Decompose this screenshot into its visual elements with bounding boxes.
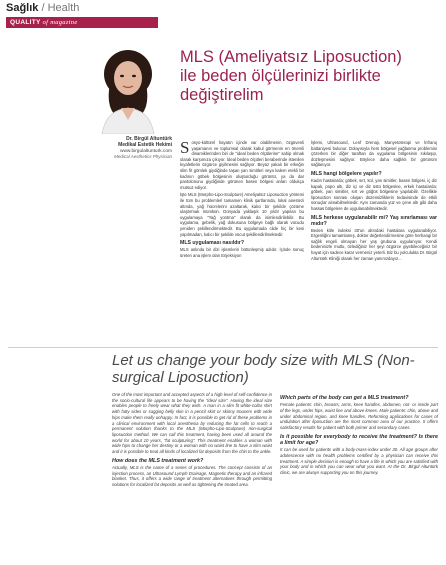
- paragraph: MLS aslında bir dizi işlemlerin bütünleşmiş adıdır. İçinde sonuç üreten ana işlem olan Enjeksiyon: [180, 247, 304, 258]
- banner-sub: of magazine: [42, 19, 78, 26]
- article-en-column-2: [280, 392, 438, 478]
- doctor-website[interactable]: www.birgulaltunturk.com: [120, 148, 172, 154]
- article-tr-column-2: [311, 140, 437, 263]
- article-en-column-1: [112, 392, 272, 490]
- doctor-credit: [80, 136, 172, 160]
- subheading: MLS uygulaması nasıldır?: [180, 240, 244, 247]
- magazine-banner: [6, 17, 158, 28]
- article-title-tr: MLS (Ameliyatsız Liposuction) ile beden ölçülerinizi birlikte değiştirelim: [180, 48, 402, 104]
- doctor-title-en: Medical Aesthetics Physician: [114, 154, 172, 160]
- subheading: How does the MLS treatment work?: [112, 457, 204, 464]
- article-tr-column-1: [180, 140, 304, 260]
- section-title: [6, 2, 206, 14]
- doctor-portrait: [88, 44, 168, 134]
- paragraph: Beden kitle indeksi 30'un altındaki hastalara uygulanabiliyor. Ergenliğini tamamlamış, doktor değerlendirmesine göre herhangi bir sağlık engeli olmayan her yaş grubuna uygulanıyor. Kendi bedeninizle mutlu, özlediğiniz her şeyi özgürce giyebileceğiniz bir hayat için sadece karar vermeniz yeterli. Biz bu yolculukta Dr. Birgül Altuntürk Kliniği olarak her zaman yanınızdayız...: [311, 227, 437, 261]
- section-sub: / Health: [41, 2, 80, 14]
- paragraph: It can be used for patients with a body-mass-index under 30. All age groups after adolescence with no health problems certified by a physician can receive this treatment. A simple decision is enough to have a life in which you are satisfied with your body and in which you can wear what you want. At the Dr. Birgül Altuntürk clinic, we are always supporting you on this journey.: [280, 447, 438, 475]
- article-title-en: Let us change your body size with MLS (Non-surgical Liposuction): [112, 352, 415, 386]
- subheading: Is it possible for everybody to receive the treatment? Is there a limit for age?: [280, 433, 438, 446]
- subheading: MLS herkese uygulanabilir mi? Yaş sınırlaması var mıdır?: [311, 214, 437, 227]
- section-divider: [8, 347, 438, 348]
- paragraph: Sosyo-kültürel hayatın içinde var olabilmenin, özgüvenli yaşamanın ve toplumsal olarak kabul görmenin en önemli dinamiklerinden biri de "ideal beden ölçülerine" sahip olmak olarak karşımıza çıkıyor. İdeal beden ölçüleri beraberinde istenilen kıyafetlerin özgürce giyilmesini sağlıyor. Beyaz yakalı bir erkeğin slim fit gömlek giydiğinde taşan yan simitleri veya kalem etekli bir kadının göbek bölgesinin oluşturduğu görüntü, ya da dar pantolonunu giydiğinde görünen basen bölgesi anları oldukça mutsuz ediyor.: [180, 138, 304, 190]
- page-header: [6, 2, 206, 40]
- section-name: Sağlık: [6, 2, 39, 14]
- subheading: MLS hangi bölgelere yapılır?: [311, 170, 382, 177]
- paragraph: İşlemi, Ultrasound, Lenf Drenajı, Manyetoterapi ve İnfraruj battaniyesi bulunur. Dolayısıyla hem bölgesel yağlanma problemini çözerken bir diğer taraftan da uygulama bölgesinin sıkılaşıp, düzleşmesini sağlıyor. Böylece daha sağlıklı bir görünüm sağlanıyor.: [311, 140, 437, 168]
- paragraph: Kadın hastalarda; göbek, sırt, kol, yan simitler, basen bölgesi, iç diz kapak, popo altı, diz içi ve diz üstü bölgesine, erkek hastalarda; göbek, yan simitler, sırt ve göğüs bölgesine yapılabilir. Özellikle liposuction sonrası oluşan düzensizliklerin tedavisinde de etkili sonuçlar alınabilmektedir. Aynı zamanda yüz ve çene altı gibi daha hassas bölgelere de uygulanabilmektedir.: [311, 177, 437, 211]
- paragraph: One of the most important and accepted aspects of a high level of self-confidence in the socio-cultural life appears to be having the "ideal size". Having the ideal size enables people to freely wear what they wish. A man in a slim fit white-collar shirt with fatty sides or sagging belly skin in a pencil skirt or skinny trousers with wide hips make them really unhappy. In fact, it is possible to get rid of these problems in a clinical environment with local anesthesia by reducing the fat cells to reach a permanent solution thanks to the MLS (Morpho-Lipo-Sculpture) non-surgical liposuction method. We can call this treatment, having been used all around the world for about 10 years, "fat sculpturing". This treatment enables a woman with wide hips to change her destiny or a woman with no waist line to have a slim waist and it is possible to treat all kinds of localized fat deposits from the chin to the ankle.: [112, 392, 272, 455]
- doctor-title: Medikal Estetik Hekimi: [118, 142, 172, 149]
- drop-cap: S: [180, 138, 190, 157]
- banner-quality: QUALITY: [10, 19, 41, 26]
- subheading: Which parts of the body can get a MLS treatment?: [280, 395, 409, 401]
- doctor-name: Dr. Birgül Altuntürk: [126, 136, 172, 142]
- paragraph: Female patients: chin, breasts, arms, knee handles, abdomen, not- or inside part of the legs, under hips, waist line and above knees. Male patients: chin, above and under abdominal region, and knee handles. Reforming applications for cases of undulation after liposuction are the most common area of our practice. It offers satisfactory results for patient with both primer and secondary cases.: [280, 402, 438, 431]
- paragraph: Actually, MLS is the name of a series of procedures. The concept consists of an injection process, an Ultrasound Lymph Drainage, Magnetic therapy and an infrared blanket. Thus, it offers a wide range of treatment alternatives through permitting solutions for localized fat deposits as well as tightening the treated area.: [112, 464, 272, 488]
- paragraph: İşte MLS (Morpho-Lipo-Sculpture) Ameliyatsız Liposuction yöntemi ile tüm bu problemleri tamamen klinik şartlarında, lokal anestezi altında, yağ hücrelerini azaltarak, kalıcı bir şekilde çözüme ulaştırmak mümkün. Dünyada yaklaşık 10 yıldır yapılan bu uygulamaya "Yağ yontma" olarak da isimlendirilebilir. Bu uygulama, gebelik, yağ dokusuna bölgeye bağlı olarak vücudu yeniden şekillendirmektedir. Bu uygulamada cilde hiç bir kesi yapılmadan, kalıcı bir şekilde vücut şekillendirilmektedir.: [180, 192, 304, 237]
